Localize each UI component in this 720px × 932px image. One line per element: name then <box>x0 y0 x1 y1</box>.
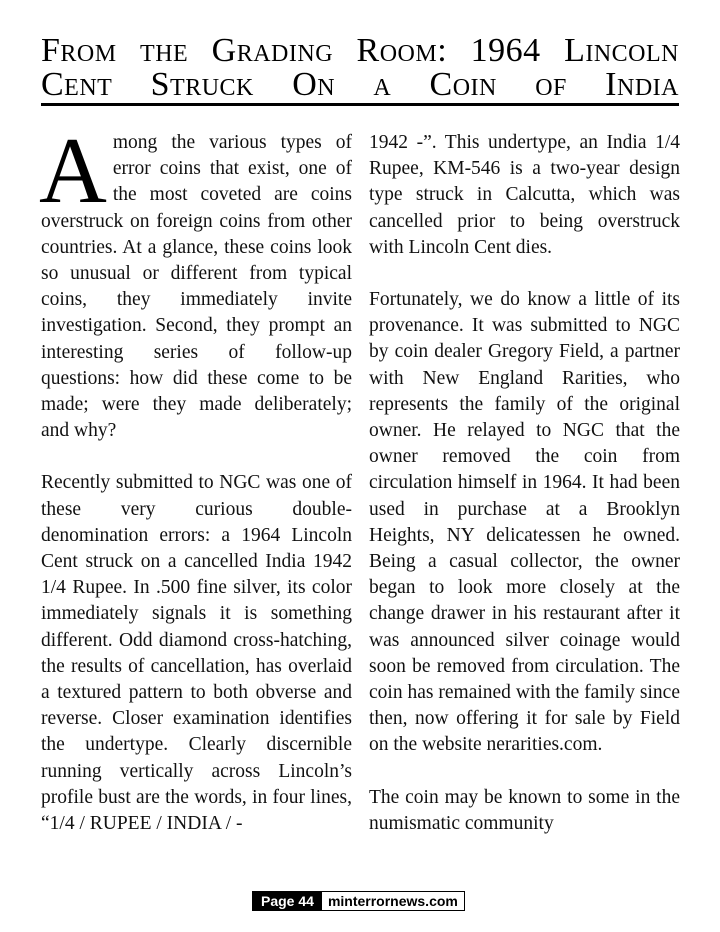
paragraph: Recently submitted to NGC was one of these very curious double-denomination errors: a 1964 Lincoln Cent struck on a cancelled India 1942 1/4 Rupee. In .500 fine silver, its color immediately signals it is something different. Odd diamond cross-hatching, the results of cancellation, has overlaid a textured pattern to both obverse and reverse. Closer examination identifies the undertype. Clearly discernible running vertically across Lincoln’s profile bust are the words, in four lines, “1/4 / RUPEE / INDIA / - <box>41 472 352 835</box>
left-column <box>39 119 352 863</box>
title-underline <box>41 103 679 106</box>
title-line-2: Cent Struck On a Coin of India <box>41 66 679 103</box>
page-footer <box>252 891 465 911</box>
article-title <box>41 34 679 102</box>
paragraph: 1942 -”. This undertype, an India 1/4 Rupee, KM-546 is a two-year design type struck in Calcutta, which was cancelled prior to being overstruck with Lincoln Cent dies. <box>369 132 680 258</box>
title-line-1: From the Grading Room: 1964 Lincoln <box>41 32 679 69</box>
paragraph-text: mong the various types of error coins that exist, one of the most coveted are coins overstruck on foreign coins from other countries. At a glance, these coins look so unusual or different from typical coins, they immediately invite investigation. Second, they prompt an interesting series of follow-up questions: how did these come to be made; were they made deliberately; and why? <box>41 132 352 442</box>
website-link[interactable]: minterrornews.com <box>322 892 464 910</box>
page-number: Page 44 <box>253 892 322 910</box>
drop-cap: A <box>39 119 107 223</box>
right-column <box>369 130 680 863</box>
paragraph: The coin may be known to some in the numismatic community <box>369 786 680 834</box>
paragraph: Fortunately, we do know a little of its provenance. It was submitted to NGC by coin dealer Gregory Field, a partner with New England Rarities, who represents the family of the original owner. He relayed to NGC that the owner removed the coin from circulation himself in 1964. It had been used in purchase at a Brooklyn Heights, NY delicatessen he owned. Being a casual collector, the owner began to look more closely at the change drawer in his restaurant after it was announced silver coinage would soon be removed from circulation. The coin has remained with the family since then, now offering it for sale by Field on the website nerarities.com. <box>369 289 680 756</box>
paragraph <box>39 119 352 444</box>
